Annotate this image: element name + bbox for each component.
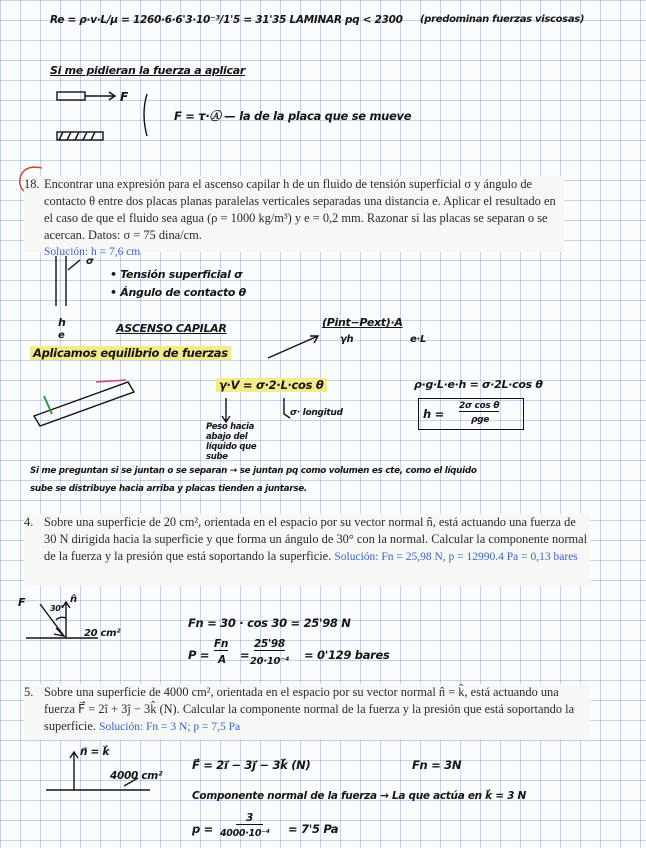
normal-vector-label: n⃗ = k⃗ bbox=[80, 746, 110, 758]
e-label: e bbox=[58, 330, 65, 341]
pressure-frac2-den: 20·10⁻⁴ bbox=[250, 656, 290, 667]
pressure-frac2-num: 25'98 bbox=[254, 638, 285, 650]
pressure-calc-left: P = bbox=[188, 648, 210, 662]
force-label: F bbox=[120, 90, 128, 104]
derived-equation: ρ·g·L·e·h = σ·2L·cos θ bbox=[414, 378, 543, 391]
reynolds-note: (predominan fuerzas viscosas) bbox=[420, 14, 585, 25]
fn-calculation: Fn = 30 · cos 30 = 25'98 N bbox=[188, 616, 351, 630]
problem-5-text bbox=[44, 684, 590, 736]
pressure-5-result: = 7'5 Pa bbox=[288, 822, 339, 836]
equilibrium-highlight: Aplicamos equilibrio de fuerzas bbox=[30, 346, 231, 360]
equilibrium-heading bbox=[30, 346, 231, 360]
sigma-symbol: σ bbox=[86, 256, 94, 267]
conclusion-line-1: Si me preguntan si se juntan o se separan → se juntan pq como volumen es cte, como el líquido bbox=[30, 466, 477, 476]
normal-n-label: n̂ bbox=[70, 594, 77, 605]
tilted-plate-drawing bbox=[30, 374, 150, 434]
weight-note: Peso hacia abajo del líquido que sube bbox=[206, 422, 257, 462]
ascenso-label: ASCENSO CAPILAR bbox=[116, 322, 227, 335]
h-result-box bbox=[418, 398, 524, 430]
problem-5 bbox=[24, 684, 590, 740]
reynolds-equation: Re = ρ·v·L/μ = 1260·6·6'3·10⁻³/1'5 = 31'35 LAMINAR pq < 2300 bbox=[50, 14, 403, 26]
fn-value: Fn = 3N bbox=[412, 758, 462, 772]
h-label: h bbox=[58, 316, 66, 329]
problem-18-text: Encontrar una expresión para el ascenso capilar h de un fluido de tensión superficial σ y ángulo de contacto θ entre dos placas planas paralelas verticales separadas una distancia e. Aplicar el resultado en el caso de que el fluido sea agua (ρ = 1000 kg/m³) y e = 0,2 mm. Razonar si las placas se separan o se acercan. Datos: σ = 75 dina/cm. bbox=[44, 177, 556, 242]
problem-18 bbox=[24, 176, 564, 258]
length-note: σ· longitud bbox=[290, 408, 343, 418]
area-4000-label: 4000 cm² bbox=[110, 770, 163, 782]
problem-5-solution: Solución: Fn = 3 N; p = 7,5 Pa bbox=[99, 721, 241, 733]
angle-30-label: 30° bbox=[50, 604, 65, 613]
pressure-5-den: 4000·10⁻⁴ bbox=[220, 828, 270, 839]
capillary-plates-drawing bbox=[50, 256, 86, 326]
problem-5-text-body: Sobre una superficie de 4000 cm², orientada en el espacio por su vector normal n̂ = k̂, está actuando una fuerza F⃗ = 2î + 3ĵ − 3k̂ (N). Calcular la componente normal de la fuerza y la presión que está soportando la superficie. bbox=[44, 685, 575, 733]
pressure-frac1-den: A bbox=[218, 654, 226, 666]
pressure-frac1-num: Fn bbox=[214, 638, 229, 650]
force-F-label: F bbox=[18, 596, 26, 609]
plate-arrow-drawing bbox=[55, 88, 145, 148]
pressure-5-num: 3 bbox=[236, 812, 263, 825]
force-question: Si me pidieran la fuerza a aplicar bbox=[50, 64, 245, 77]
problem-18-solution: Solución: h = 7,6 cm bbox=[44, 246, 141, 258]
angle-label: • Ángulo de contacto θ bbox=[110, 286, 246, 299]
normal-component-note: Componente normal de la fuerza → La que actúa en k⃗ = 3 N bbox=[192, 790, 526, 802]
pressure-fraction-el: e·L bbox=[410, 334, 427, 345]
area-20cm2-label: 20 cm² bbox=[84, 628, 121, 639]
tension-label: • Tensión superficial σ bbox=[110, 268, 243, 281]
problem-5-number: 5. bbox=[24, 685, 34, 699]
equals-sign: = bbox=[240, 648, 250, 662]
pressure-p-left: p = bbox=[192, 822, 213, 836]
pressure-result-bares: = 0'129 bares bbox=[304, 648, 390, 662]
pressure-fraction-gh: γh bbox=[340, 334, 354, 345]
problem-4-text-body: Sobre una superficie de 20 cm², orientada en el espacio por su vector normal n̂, está actuando una fuerza de 30 N dirigida hacia la superficie y que forma un ángulo de 30° con la normal. Calcular la componente normal de la fuerza y la presión que está soportando la superficie. bbox=[44, 515, 588, 563]
h-result-left: h = bbox=[423, 407, 444, 421]
force-balance-equation bbox=[216, 378, 327, 392]
sketch-arrow bbox=[266, 332, 326, 362]
problem-4 bbox=[24, 514, 590, 586]
force-vector-equation: F⃗ = 2i⃗ − 3j⃗ − 3k⃗ (N) bbox=[192, 758, 311, 772]
conclusion-line-2: sube se distribuye hacia arriba y placas tienden a juntarse. bbox=[30, 484, 307, 494]
pressure-fraction-top: (Pint−Pext)·A bbox=[322, 316, 403, 329]
problem-18-number: 18. bbox=[24, 177, 40, 191]
problem-4-solution: Solución: Fn = 25,98 N, p = 12990.4 Pa = 0,13 bares bbox=[334, 551, 578, 563]
problem-4-number: 4. bbox=[24, 515, 34, 529]
problem-4-text bbox=[44, 514, 590, 566]
h-result-numerator: 2σ cos θ bbox=[459, 401, 500, 411]
h-result-denominator: ρge bbox=[471, 415, 490, 425]
equation-highlight: γ·V = σ·2·L·cos θ bbox=[216, 378, 327, 392]
shear-formula: F = τ·Ⓐ — la de la placa que se mueve bbox=[174, 109, 412, 123]
